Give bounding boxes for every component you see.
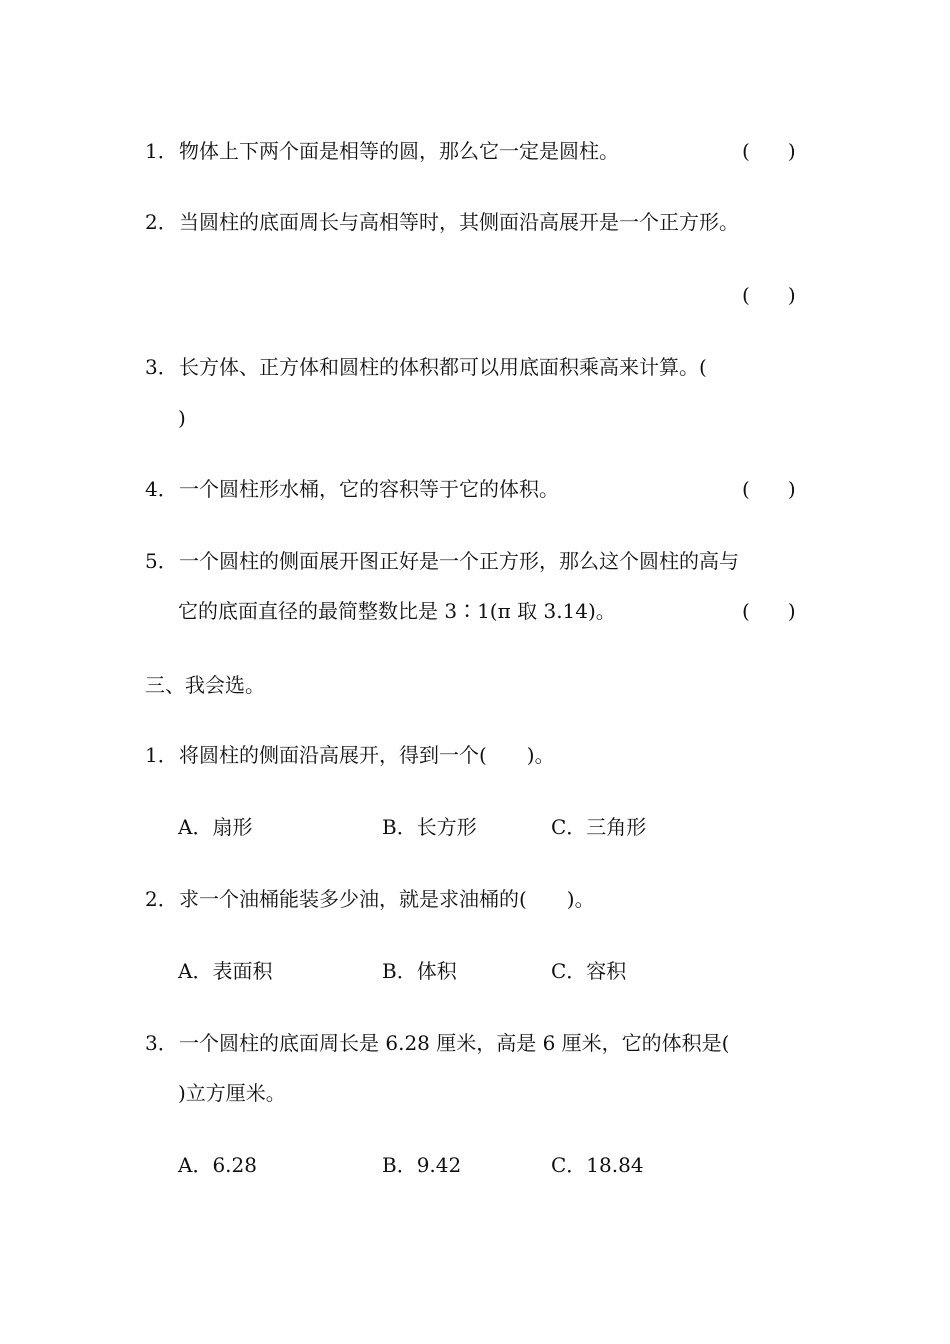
judge-q3 xyxy=(145,353,707,381)
choose-q3-option-b[interactable]: B．9.42 xyxy=(382,1153,462,1177)
judge-q5-line2 xyxy=(178,597,616,625)
choose-q2 xyxy=(145,885,595,913)
question-text: )立方厘米。 xyxy=(178,1081,286,1105)
question-number: 1． xyxy=(145,743,178,767)
question-text: 一个圆柱的底面周长是 6.28 厘米，高是 6 厘米，它的体积是( xyxy=(179,1031,730,1055)
choose-q1-option-a[interactable]: A．扇形 xyxy=(178,815,253,839)
choose-q2-option-c[interactable]: C．容积 xyxy=(551,959,627,983)
judge-q3-answer-bracket[interactable]: ) xyxy=(178,406,186,430)
choose-q1-option-b[interactable]: B．长方形 xyxy=(382,815,477,839)
question-text: 它的底面直径的最简整数比是 3∶1(π 取 3.14)。 xyxy=(178,599,616,623)
judge-q5-answer-bracket[interactable]: ( ) xyxy=(742,599,796,623)
question-number: 3． xyxy=(145,1031,178,1055)
judge-q5 xyxy=(145,547,739,575)
judge-q1 xyxy=(145,137,619,165)
choose-q3-option-a[interactable]: A．6.28 xyxy=(178,1153,257,1177)
question-text: 当圆柱的底面周长与高相等时，其侧面沿高展开是一个正方形。 xyxy=(179,210,739,234)
choose-q3 xyxy=(145,1029,730,1057)
judge-q4-answer-bracket[interactable]: ( ) xyxy=(742,477,796,501)
question-text: 一个圆柱的侧面展开图正好是一个正方形，那么这个圆柱的高与 xyxy=(179,549,739,573)
choose-q1-option-c[interactable]: C．三角形 xyxy=(551,815,647,839)
choose-q2-option-a[interactable]: A．表面积 xyxy=(178,959,273,983)
choose-q1 xyxy=(145,741,555,769)
question-text: 物体上下两个面是相等的圆，那么它一定是圆柱。 xyxy=(179,139,619,163)
question-text: 一个圆柱形水桶，它的容积等于它的体积。 xyxy=(179,477,559,501)
judge-q4 xyxy=(145,475,559,503)
question-number: 1． xyxy=(145,139,178,163)
choose-q3-line2 xyxy=(178,1079,286,1107)
question-number: 2． xyxy=(145,210,178,234)
question-number: 5． xyxy=(145,549,178,573)
judge-q1-answer-bracket[interactable]: ( ) xyxy=(742,139,796,163)
question-text: 长方体、正方体和圆柱的体积都可以用底面积乘高来计算。( xyxy=(179,355,707,379)
section-title: 三、我会选。 xyxy=(145,673,265,697)
question-number: 2． xyxy=(145,887,178,911)
choose-q2-option-b[interactable]: B．体积 xyxy=(382,959,457,983)
question-text: 求一个油桶能装多少油，就是求油桶的( )。 xyxy=(179,887,595,911)
judge-q2 xyxy=(145,208,739,236)
choose-q3-option-c[interactable]: C．18.84 xyxy=(551,1153,644,1177)
question-number: 3． xyxy=(145,355,178,379)
question-text: 将圆柱的侧面沿高展开，得到一个( )。 xyxy=(179,743,555,767)
judge-q2-answer-bracket[interactable]: ( ) xyxy=(742,283,796,307)
question-number: 4． xyxy=(145,477,178,501)
